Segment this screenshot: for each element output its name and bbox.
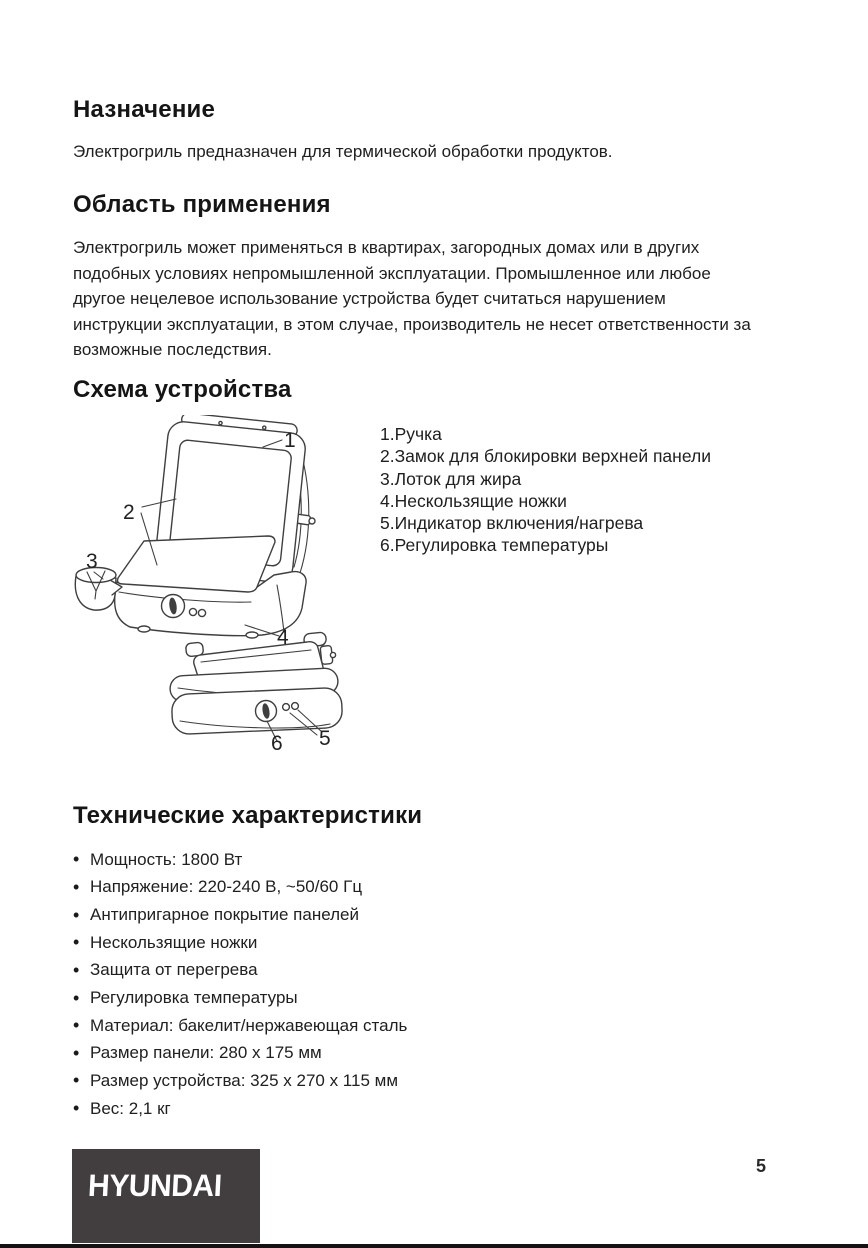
- indicator-light: [283, 704, 290, 711]
- spec-item: • Нескользящие ножки: [73, 929, 407, 957]
- callout-number-2: 2: [123, 501, 135, 524]
- part-item: 1.Ручка: [380, 424, 442, 444]
- page-number: 5: [755, 1156, 766, 1176]
- device-diagram: [60, 415, 360, 755]
- part-item: 5.Индикатор включения/нагрева: [380, 513, 644, 534]
- specs-heading: Технические характеристики: [73, 802, 423, 829]
- callout-number-3: 3: [86, 550, 98, 573]
- spec-item: • Размер панели: 280 х 175 мм: [73, 1039, 407, 1067]
- purpose-text: Электрогриль предназначен для термической обработки продуктов.: [73, 142, 613, 161]
- callout-number-5: 5: [319, 727, 331, 750]
- indicator-light: [198, 609, 205, 616]
- page-bottom-edge: [0, 1244, 868, 1248]
- spec-item: • Защита от перегрева: [73, 957, 407, 985]
- part-item: 6.Регулировка температуры: [380, 535, 609, 556]
- indicator-light: [189, 608, 196, 615]
- scope-text: Электрогриль может применяться в квартирах, загородных домах или в других подобных условиях непромышленной эксплуатации. Промышленное или любое другое нецелевое использование устройства будет считаться нарушением инструкции эксплуатации, в этом случае, производитель не несет ответственности за возможные последствия.: [73, 238, 751, 359]
- part-item: 4.Нескользящие ножки: [380, 490, 567, 511]
- diagram-heading: Схема устройства: [73, 376, 292, 403]
- specs-list: [73, 846, 407, 1122]
- spec-item: • Размер устройства: 325 х 270 х 115 мм: [73, 1067, 407, 1095]
- indicator-light: [292, 703, 299, 710]
- parts-list: [380, 423, 711, 557]
- spec-item: • Регулировка температуры: [73, 984, 407, 1012]
- front-foot: [246, 632, 258, 638]
- spec-item: • Антипригарное покрытие панелей: [73, 901, 407, 929]
- purpose-heading: Назначение: [73, 96, 216, 123]
- callout-number-6: 6: [271, 732, 283, 755]
- spec-item: • Материал: бакелит/нержавеющая сталь: [73, 1012, 407, 1040]
- spec-item: • Вес: 2,1 кг: [73, 1095, 407, 1123]
- callout-number-1: 1: [284, 429, 296, 452]
- brand-logo: HYUNDAI: [87, 1168, 223, 1203]
- part-item: 3.Лоток для жира: [380, 468, 522, 489]
- front-foot: [138, 626, 150, 632]
- spec-item: • Напряжение: 220-240 В, ~50/60 Гц: [73, 874, 407, 902]
- scope-heading: Область применения: [73, 191, 331, 218]
- callout-number-4: 4: [277, 626, 289, 649]
- brand-logo-box: [72, 1149, 260, 1243]
- spec-item: • Мощность: 1800 Вт: [73, 846, 407, 874]
- part-item: 2.Замок для блокировки верхней панели: [380, 446, 711, 467]
- lower-grill-plate: [118, 536, 275, 592]
- grill-closed-figure: [169, 632, 342, 735]
